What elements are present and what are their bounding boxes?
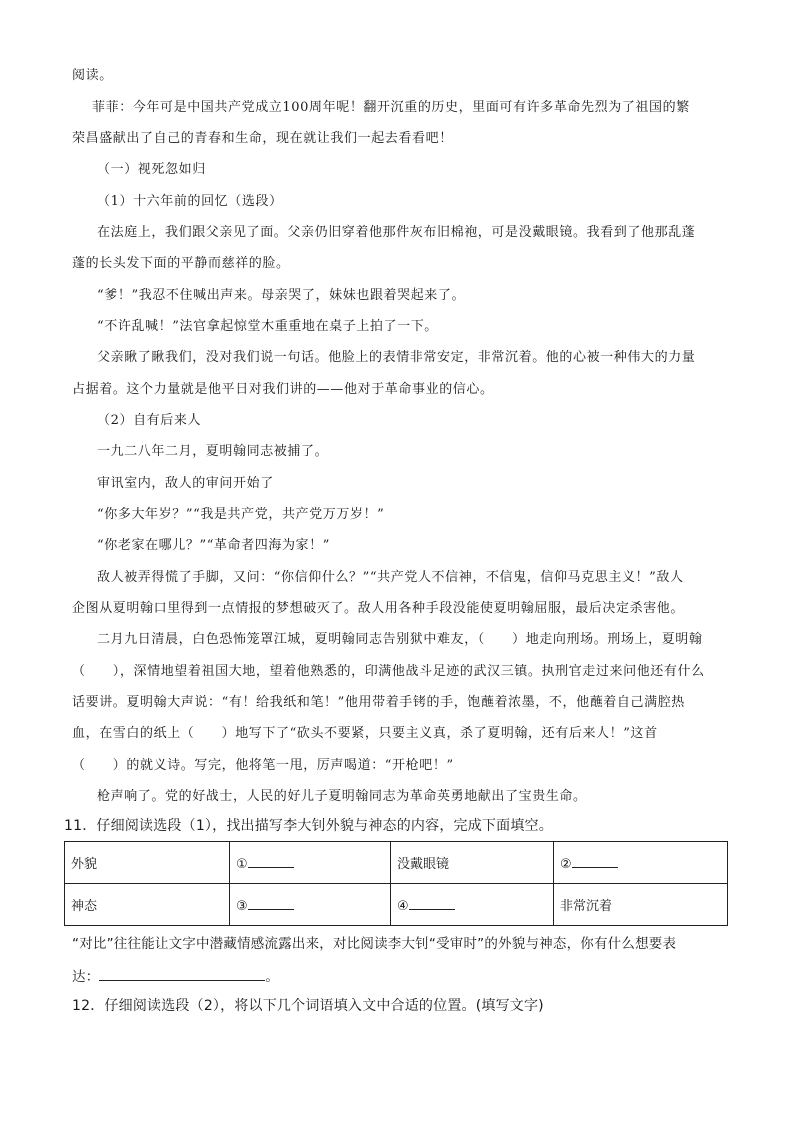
question-11-answer-line: 达： 。: [72, 966, 279, 986]
passage-line: 话要讲。夏明翰大声说：“有！给我纸和笔！”他用带着手铐的手，饱蘸着浓墨，不，他蘸着自己满腔热: [72, 695, 685, 710]
passage-line: “不许乱喊！”法官拿起惊堂木重重地在桌子上拍了一下。: [97, 319, 438, 334]
answer-blank-2[interactable]: ②: [554, 842, 728, 884]
question-11-followup: “对比”往往能让文字中潜藏情感流露出来，对比阅读李大钊“受审时”的外貌与神态，你有什么想要表: [72, 936, 677, 952]
question-11-table: [64, 841, 728, 926]
passage-line: 占据着。这个力量就是他平日对我们讲的——他对于革命事业的信心。: [72, 382, 494, 397]
question-12-prompt: 12．仔细阅读选段（2），将以下几个词语填入文中合适的位置。(填写文字): [72, 998, 544, 1014]
passage-line: （ ）的就义诗。写完，他将笔一甩，厉声喝道：“开枪吧！”: [72, 758, 454, 773]
passage-line: 一九二八年二月，夏明翰同志被捕了。: [97, 444, 329, 459]
table-cell-label: 外貌: [65, 842, 230, 884]
passage-line: 二月九日清晨，白色恐怖笼罩江城，夏明翰同志告别狱中难友，（ ）地走向刑场。刑场上，夏明翰: [97, 632, 703, 647]
table-cell-value: 非常沉着: [554, 884, 728, 926]
answer-blank-1[interactable]: ①: [230, 842, 391, 884]
section-heading: （一）视死忽如归: [97, 162, 206, 177]
passage-line: 枪声响了。党的好战士，人民的好儿子夏明翰同志为革命英勇地献出了宝贵生命。: [97, 789, 587, 804]
passage-line: 敌人被弄得慌了手脚，又问：“你信仰什么？”“共产党人不信神，不信鬼，信仰马克思主义！”敌人: [97, 570, 684, 585]
passage-line: 荣昌盛献出了自己的青春和生命，现在就让我们一起去看看吧！: [72, 131, 453, 146]
passage-line: 在法庭上，我们跟父亲见了面。父亲仍旧穿着他那件灰布旧棉袍，可是没戴眼镜。我看到了他那乱蓬: [97, 225, 696, 240]
passage-line: （ ），深情地望着祖国大地，望着他熟悉的，印满他战斗足迹的武汉三镇。执刑官走过来问他还有什么: [72, 664, 705, 679]
passage-line: 企图从夏明翰口里得到一点情报的梦想破灭了。敌人用各种手段没能使夏明翰屈服，最后决定杀害他。: [72, 601, 685, 616]
table-row: [65, 842, 728, 884]
answer-blank-5[interactable]: [99, 966, 265, 981]
table-row: [65, 884, 728, 926]
passage-line: 血，在雪白的纸上（ ）地写下了“砍头不要紧，只要主义真，杀了夏明翰，还有后来人！”这首: [72, 726, 658, 741]
subsection-heading: （1）十六年前的回忆（选段）: [97, 194, 283, 209]
answer-blank-4[interactable]: ④: [391, 884, 554, 926]
table-cell-value: 没戴眼镜: [391, 842, 554, 884]
passage-line: 菲菲：今年可是中国共产党成立100周年呢！翻开沉重的历史，里面可有许多革命先烈为了祖国的繁: [92, 100, 690, 115]
answer-blank-3[interactable]: ③: [230, 884, 391, 926]
passage-line: 蓬的长头发下面的平静而慈祥的脸。: [72, 256, 290, 271]
table-cell-label: 神态: [65, 884, 230, 926]
passage-line: 父亲瞅了瞅我们，没对我们说一句话。他脸上的表情非常安定，非常沉着。他的心被一种伟大的力量: [97, 350, 696, 365]
subsection-heading: （2）自有后来人: [97, 413, 202, 428]
passage-line: 审讯室内，敌人的审问开始了: [97, 476, 274, 491]
passage-intro: 阅读。: [72, 68, 113, 83]
passage-line: “你多大年岁？”“我是共产党，共产党万万岁！”: [97, 507, 385, 522]
passage-line: “爹！”我忍不住喊出声来。母亲哭了，妹妹也跟着哭起来了。: [97, 288, 466, 303]
passage-line: “你老家在哪儿？”“革命者四海为家！”: [97, 538, 330, 553]
question-11-prompt: 11．仔细阅读选段（1），找出描写李大钊外貌与神态的内容，完成下面填空。: [64, 818, 553, 834]
